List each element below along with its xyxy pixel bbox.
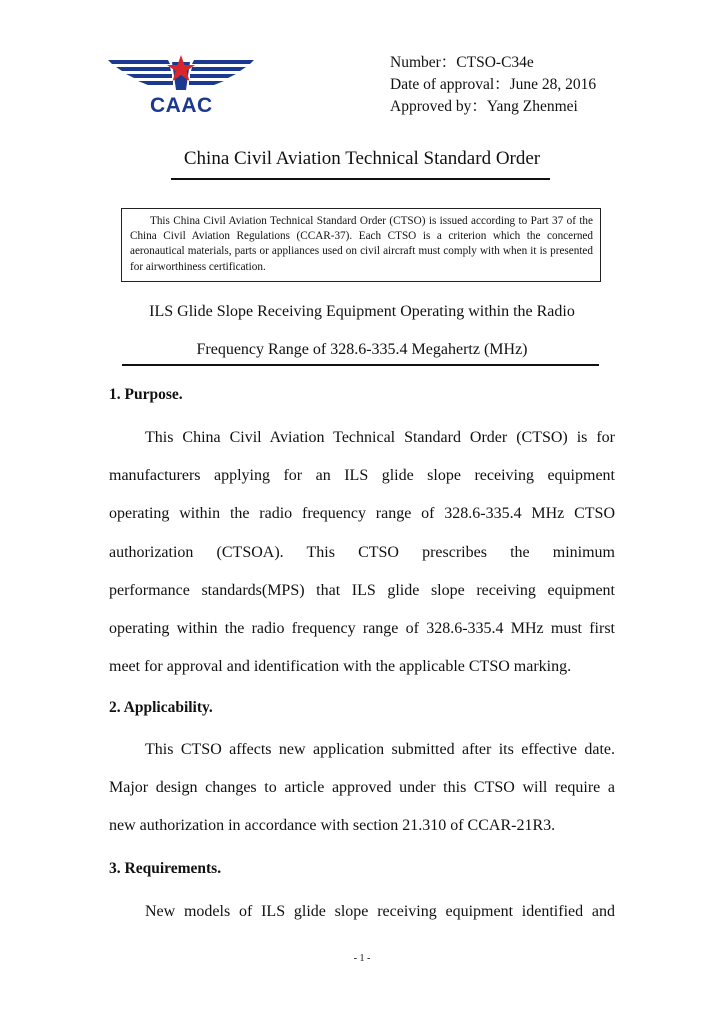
paragraph-line: New models of ILS glide slope receiving equipment identified and — [145, 903, 615, 920]
document-number: Number：CTSO-C34e — [390, 54, 534, 71]
paragraph-line: meet for approval and identification with the applicable CTSO marking. — [109, 658, 572, 676]
date-of-approval: Date of approval：June 28, 2016 — [390, 76, 597, 93]
subtitle-underline — [122, 364, 599, 366]
caac-wings-emblem-icon — [106, 52, 256, 96]
paragraph-line: This CTSO affects new application submitted after its effective date. — [145, 741, 615, 758]
paragraph-line: performance standards(MPS) that ILS glide slope receiving equipment — [109, 581, 615, 599]
approved-by: Approved by：Yang Zhenmei — [390, 98, 578, 115]
section-body-requirements — [109, 893, 615, 931]
page-number: - 1 - — [353, 953, 371, 964]
section-body-applicability — [109, 731, 615, 846]
notice-box: This China Civil Aviation Technical Standard Order (CTSO) is issued according to Part 37 of the China Civil Aviation Regulations (CCAR-37). Each CTSO is a criterion which the concerned aeronautical materials, parts or appliances used on civil aircraft must comply with when it is presented for airworthiness certification. — [121, 208, 601, 282]
paragraph-line: operating within the radio frequency range of 328.6-335.4 MHz must first — [109, 619, 615, 637]
section-heading-applicability: 2. Applicability. — [109, 699, 213, 716]
section-heading-requirements: 3. Requirements. — [109, 860, 222, 877]
paragraph-line: Major design changes to article approved under this CTSO will require a — [109, 779, 615, 797]
paragraph-line: new authorization in accordance with section 21.310 of CCAR-21R3. — [109, 817, 556, 835]
subtitle-line-2: Frequency Range of 328.6-335.4 Megahertz (MHz) — [196, 341, 528, 358]
subtitle-line-1: ILS Glide Slope Receiving Equipment Operating within the Radio — [149, 303, 575, 320]
main-title: China Civil Aviation Technical Standard Order — [183, 148, 541, 169]
paragraph-line: manufacturers applying for an ILS glide slope receiving equipment — [109, 467, 615, 485]
caac-logo — [106, 52, 256, 122]
section-heading-purpose: 1. Purpose. — [109, 386, 183, 403]
section-body-purpose — [109, 419, 615, 686]
caac-logo-text: CAAC — [150, 94, 213, 117]
paragraph-line: This China Civil Aviation Technical Standard Order (CTSO) is for — [145, 429, 615, 446]
paragraph-line: operating within the radio frequency range of 328.6-335.4 MHz CTSO — [109, 505, 615, 523]
title-underline — [171, 178, 550, 180]
paragraph-line: authorization (CTSOA). This CTSO prescribes the minimum — [109, 543, 615, 561]
